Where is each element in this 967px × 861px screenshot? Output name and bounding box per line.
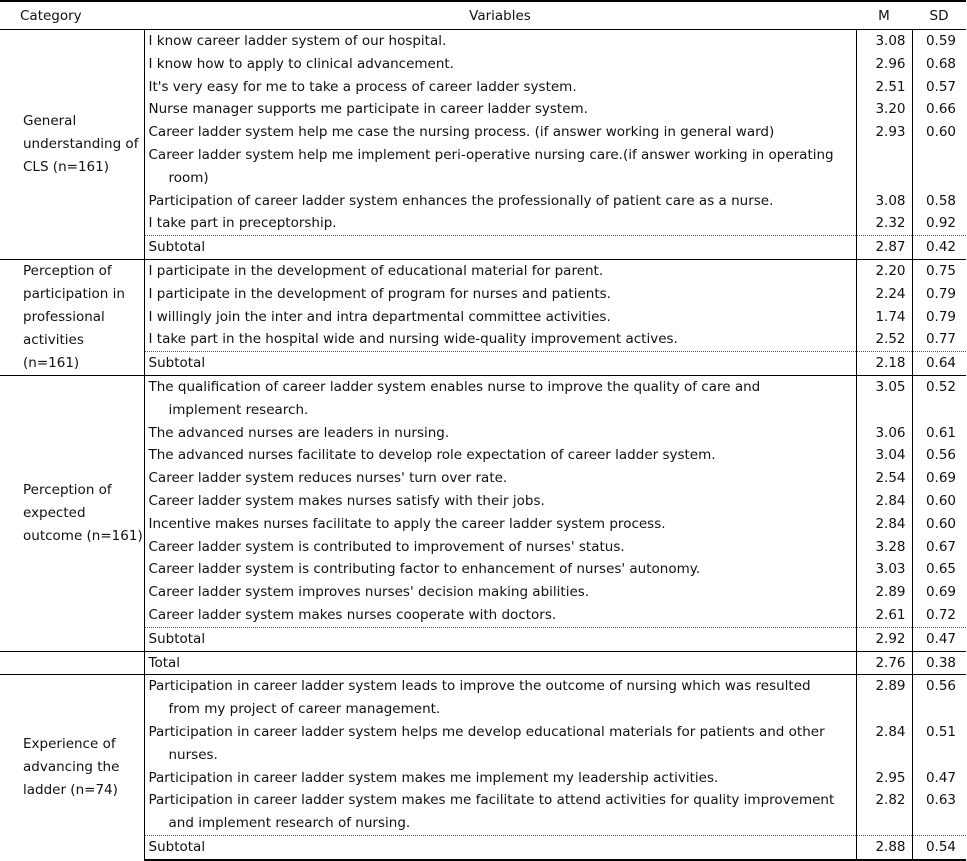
mean-value: 2.51 <box>856 76 912 99</box>
mean-value: 2.52 <box>856 328 912 351</box>
mean-value: 3.03 <box>856 558 912 581</box>
header-variables: Variables <box>144 1 856 30</box>
sd-value: 0.42 <box>912 236 966 260</box>
variable-text: Participation of career ladder system enhances the professionally of patient care as a nurse. <box>144 190 856 213</box>
table-row <box>0 375 966 421</box>
variable-text: Incentive makes nurses facilitate to apply the career ladder system process. <box>144 513 856 536</box>
table-row <box>0 767 966 790</box>
variable-text: I willingly join the inter and intra departmental committee activities. <box>144 306 856 329</box>
variable-line: Career ladder system help me implement peri-operative nursing care.(if answer working in operating <box>148 146 834 163</box>
sd-value: 0.59 <box>925 33 956 49</box>
mean-value: 2.84 <box>856 513 912 536</box>
table-row <box>0 306 966 329</box>
variable-text <box>144 789 856 835</box>
sd-value: 0.38 <box>912 651 966 675</box>
mean-value: 2.93 <box>856 121 912 144</box>
mean-value: 2.24 <box>856 283 912 306</box>
sd-value: 0.68 <box>925 55 956 72</box>
mean-value: 2.18 <box>856 352 912 376</box>
table-row <box>0 283 966 306</box>
subtotal-row <box>0 835 966 859</box>
sd-value: 0.60 <box>925 515 956 532</box>
table-row <box>0 721 966 767</box>
mean-value: 2.89 <box>856 675 912 721</box>
sd-value: 0.60 <box>925 124 956 141</box>
total-label: Total <box>144 651 856 675</box>
variable-text: I know career ladder system of our hospital. <box>144 30 856 53</box>
mean-value: 3.08 <box>856 30 912 53</box>
sd-value: 0.47 <box>925 769 956 786</box>
variable-text: Career ladder system is contributing factor to enhancement of nurses' autonomy. <box>144 558 856 581</box>
mean-value: 2.20 <box>856 259 912 282</box>
variable-text: Career ladder system is contributed to improvement of nurses' status. <box>144 536 856 559</box>
variable-line: The qualification of career ladder system enables nurse to improve the quality of care and <box>148 378 761 395</box>
table-row <box>0 121 966 144</box>
sd-value <box>912 144 966 190</box>
variable-text: I participate in the development of educational material for parent. <box>144 259 856 282</box>
mean-value: 3.28 <box>856 536 912 559</box>
total-row <box>0 651 966 675</box>
sd-value: 0.65 <box>925 561 956 578</box>
sd-value: 0.51 <box>925 723 956 740</box>
variable-text: Career ladder system reduces nurses' turn over rate. <box>144 467 856 490</box>
variable-line-cont: nurses. <box>168 746 218 763</box>
sd-value: 0.61 <box>925 424 956 441</box>
sd-value: 0.54 <box>912 835 966 859</box>
category-general-understanding: General understanding of CLS (n=161) <box>0 30 144 260</box>
table-row <box>0 536 966 559</box>
subtotal-row <box>0 352 966 376</box>
variable-line-cont: from my project of career management. <box>168 701 441 718</box>
variable-text <box>144 144 856 190</box>
mean-value: 2.96 <box>856 53 912 76</box>
table-row <box>0 675 966 721</box>
variable-text: Career ladder system makes nurses cooperate with doctors. <box>144 604 856 627</box>
table-row <box>0 490 966 513</box>
total-category-empty <box>0 651 144 675</box>
variable-text <box>144 721 856 767</box>
subtotal-row <box>0 236 966 260</box>
header-m: M <box>856 1 912 30</box>
table-row <box>0 98 966 121</box>
category-experience: Experience of advancing the ladder (n=74) <box>0 675 144 860</box>
sd-value: 0.52 <box>912 375 966 421</box>
variable-text: Career ladder system makes nurses satisfy with their jobs. <box>144 490 856 513</box>
mean-value: 2.84 <box>856 721 912 767</box>
subtotal-label: Subtotal <box>144 627 856 651</box>
variable-line: Participation in career ladder system leads to improve the outcome of nursing which was resulted <box>148 678 811 695</box>
variable-text: The advanced nurses are leaders in nursing. <box>144 422 856 445</box>
table-row <box>0 581 966 604</box>
sd-value: 0.57 <box>925 78 956 95</box>
table-row <box>0 30 966 53</box>
table-row <box>0 789 966 835</box>
table-row <box>0 144 966 190</box>
mean-value: 2.32 <box>856 212 912 235</box>
sd-value: 0.67 <box>925 538 956 555</box>
table-row <box>0 212 966 235</box>
sd-value: 0.79 <box>925 308 956 325</box>
mean-value: 2.92 <box>856 627 912 651</box>
mean-value: 3.20 <box>856 98 912 121</box>
table-row <box>0 328 966 351</box>
mean-value: 3.05 <box>856 375 912 421</box>
mean-value: 2.82 <box>856 789 912 835</box>
variable-line-cont: implement research. <box>168 401 309 418</box>
sd-value: 0.92 <box>925 215 956 232</box>
table-row <box>0 444 966 467</box>
variable-text: Career ladder system help me case the nursing process. (if answer working in general ward) <box>144 121 856 144</box>
variable-text: I take part in preceptorship. <box>144 212 856 235</box>
sd-value: 0.58 <box>925 192 956 209</box>
mean-value: 2.54 <box>856 467 912 490</box>
table-row <box>0 422 966 445</box>
mean-value: 2.84 <box>856 490 912 513</box>
table-row <box>0 76 966 99</box>
sd-value: 0.60 <box>925 492 956 509</box>
mean-value: 2.89 <box>856 581 912 604</box>
header-row <box>0 1 966 30</box>
sd-value: 0.69 <box>925 584 956 601</box>
sd-value: 0.66 <box>925 101 956 118</box>
sd-value: 0.64 <box>912 352 966 376</box>
variable-text: Career ladder system improves nurses' decision making abilities. <box>144 581 856 604</box>
table-row <box>0 467 966 490</box>
table-row <box>0 259 966 282</box>
mean-value: 2.61 <box>856 604 912 627</box>
sd-value: 0.63 <box>925 792 956 809</box>
category-expected-outcome: Perception of expected outcome (n=161) <box>0 375 144 651</box>
mean-value: 2.87 <box>856 236 912 260</box>
mean-value <box>856 144 912 190</box>
variable-text: I take part in the hospital wide and nursing wide-quality improvement actives. <box>144 328 856 351</box>
sd-value: 0.47 <box>912 627 966 651</box>
sd-value: 0.75 <box>912 259 966 282</box>
header-category: Category <box>0 1 144 30</box>
variable-text: Participation in career ladder system makes me implement my leadership activities. <box>144 767 856 790</box>
mean-value: 3.06 <box>856 422 912 445</box>
variable-line-cont: and implement research of nursing. <box>168 815 411 832</box>
mean-value: 2.88 <box>856 835 912 859</box>
subtotal-label: Subtotal <box>144 352 856 376</box>
variable-line: Participation in career ladder system makes me facilitate to attend activities for quality improvement <box>148 792 835 809</box>
subtotal-label: Subtotal <box>144 236 856 260</box>
variable-text <box>144 375 856 421</box>
variable-text: I know how to apply to clinical advancement. <box>144 53 856 76</box>
sd-value: 0.56 <box>912 675 966 721</box>
table-row <box>0 53 966 76</box>
mean-value: 3.04 <box>856 444 912 467</box>
mean-value: 2.95 <box>856 767 912 790</box>
variable-text <box>144 675 856 721</box>
category-participation: Perception of participation in professional activities (n=161) <box>0 259 144 375</box>
header-sd: SD <box>912 1 966 30</box>
variable-text: I participate in the development of program for nurses and patients. <box>144 283 856 306</box>
mean-value: 3.08 <box>856 190 912 213</box>
table-row <box>0 513 966 536</box>
variable-text: Nurse manager supports me participate in career ladder system. <box>144 98 856 121</box>
variable-line: Participation in career ladder system helps me develop educational materials for patients and other <box>148 723 825 740</box>
mean-value: 1.74 <box>856 306 912 329</box>
variable-text: The advanced nurses facilitate to develop role expectation of career ladder system. <box>144 444 856 467</box>
subtotal-row <box>0 627 966 651</box>
sd-value: 0.79 <box>925 285 956 302</box>
table-row <box>0 190 966 213</box>
variable-line-cont: room) <box>168 169 209 186</box>
subtotal-label: Subtotal <box>144 835 856 859</box>
mean-value: 2.76 <box>856 651 912 675</box>
sd-value: 0.77 <box>925 331 956 348</box>
sd-value: 0.56 <box>925 447 956 464</box>
table-row <box>0 558 966 581</box>
sd-value: 0.72 <box>925 606 956 623</box>
table-row <box>0 604 966 627</box>
sd-value: 0.69 <box>925 470 956 487</box>
variable-text: It's very easy for me to take a process of career ladder system. <box>144 76 856 99</box>
